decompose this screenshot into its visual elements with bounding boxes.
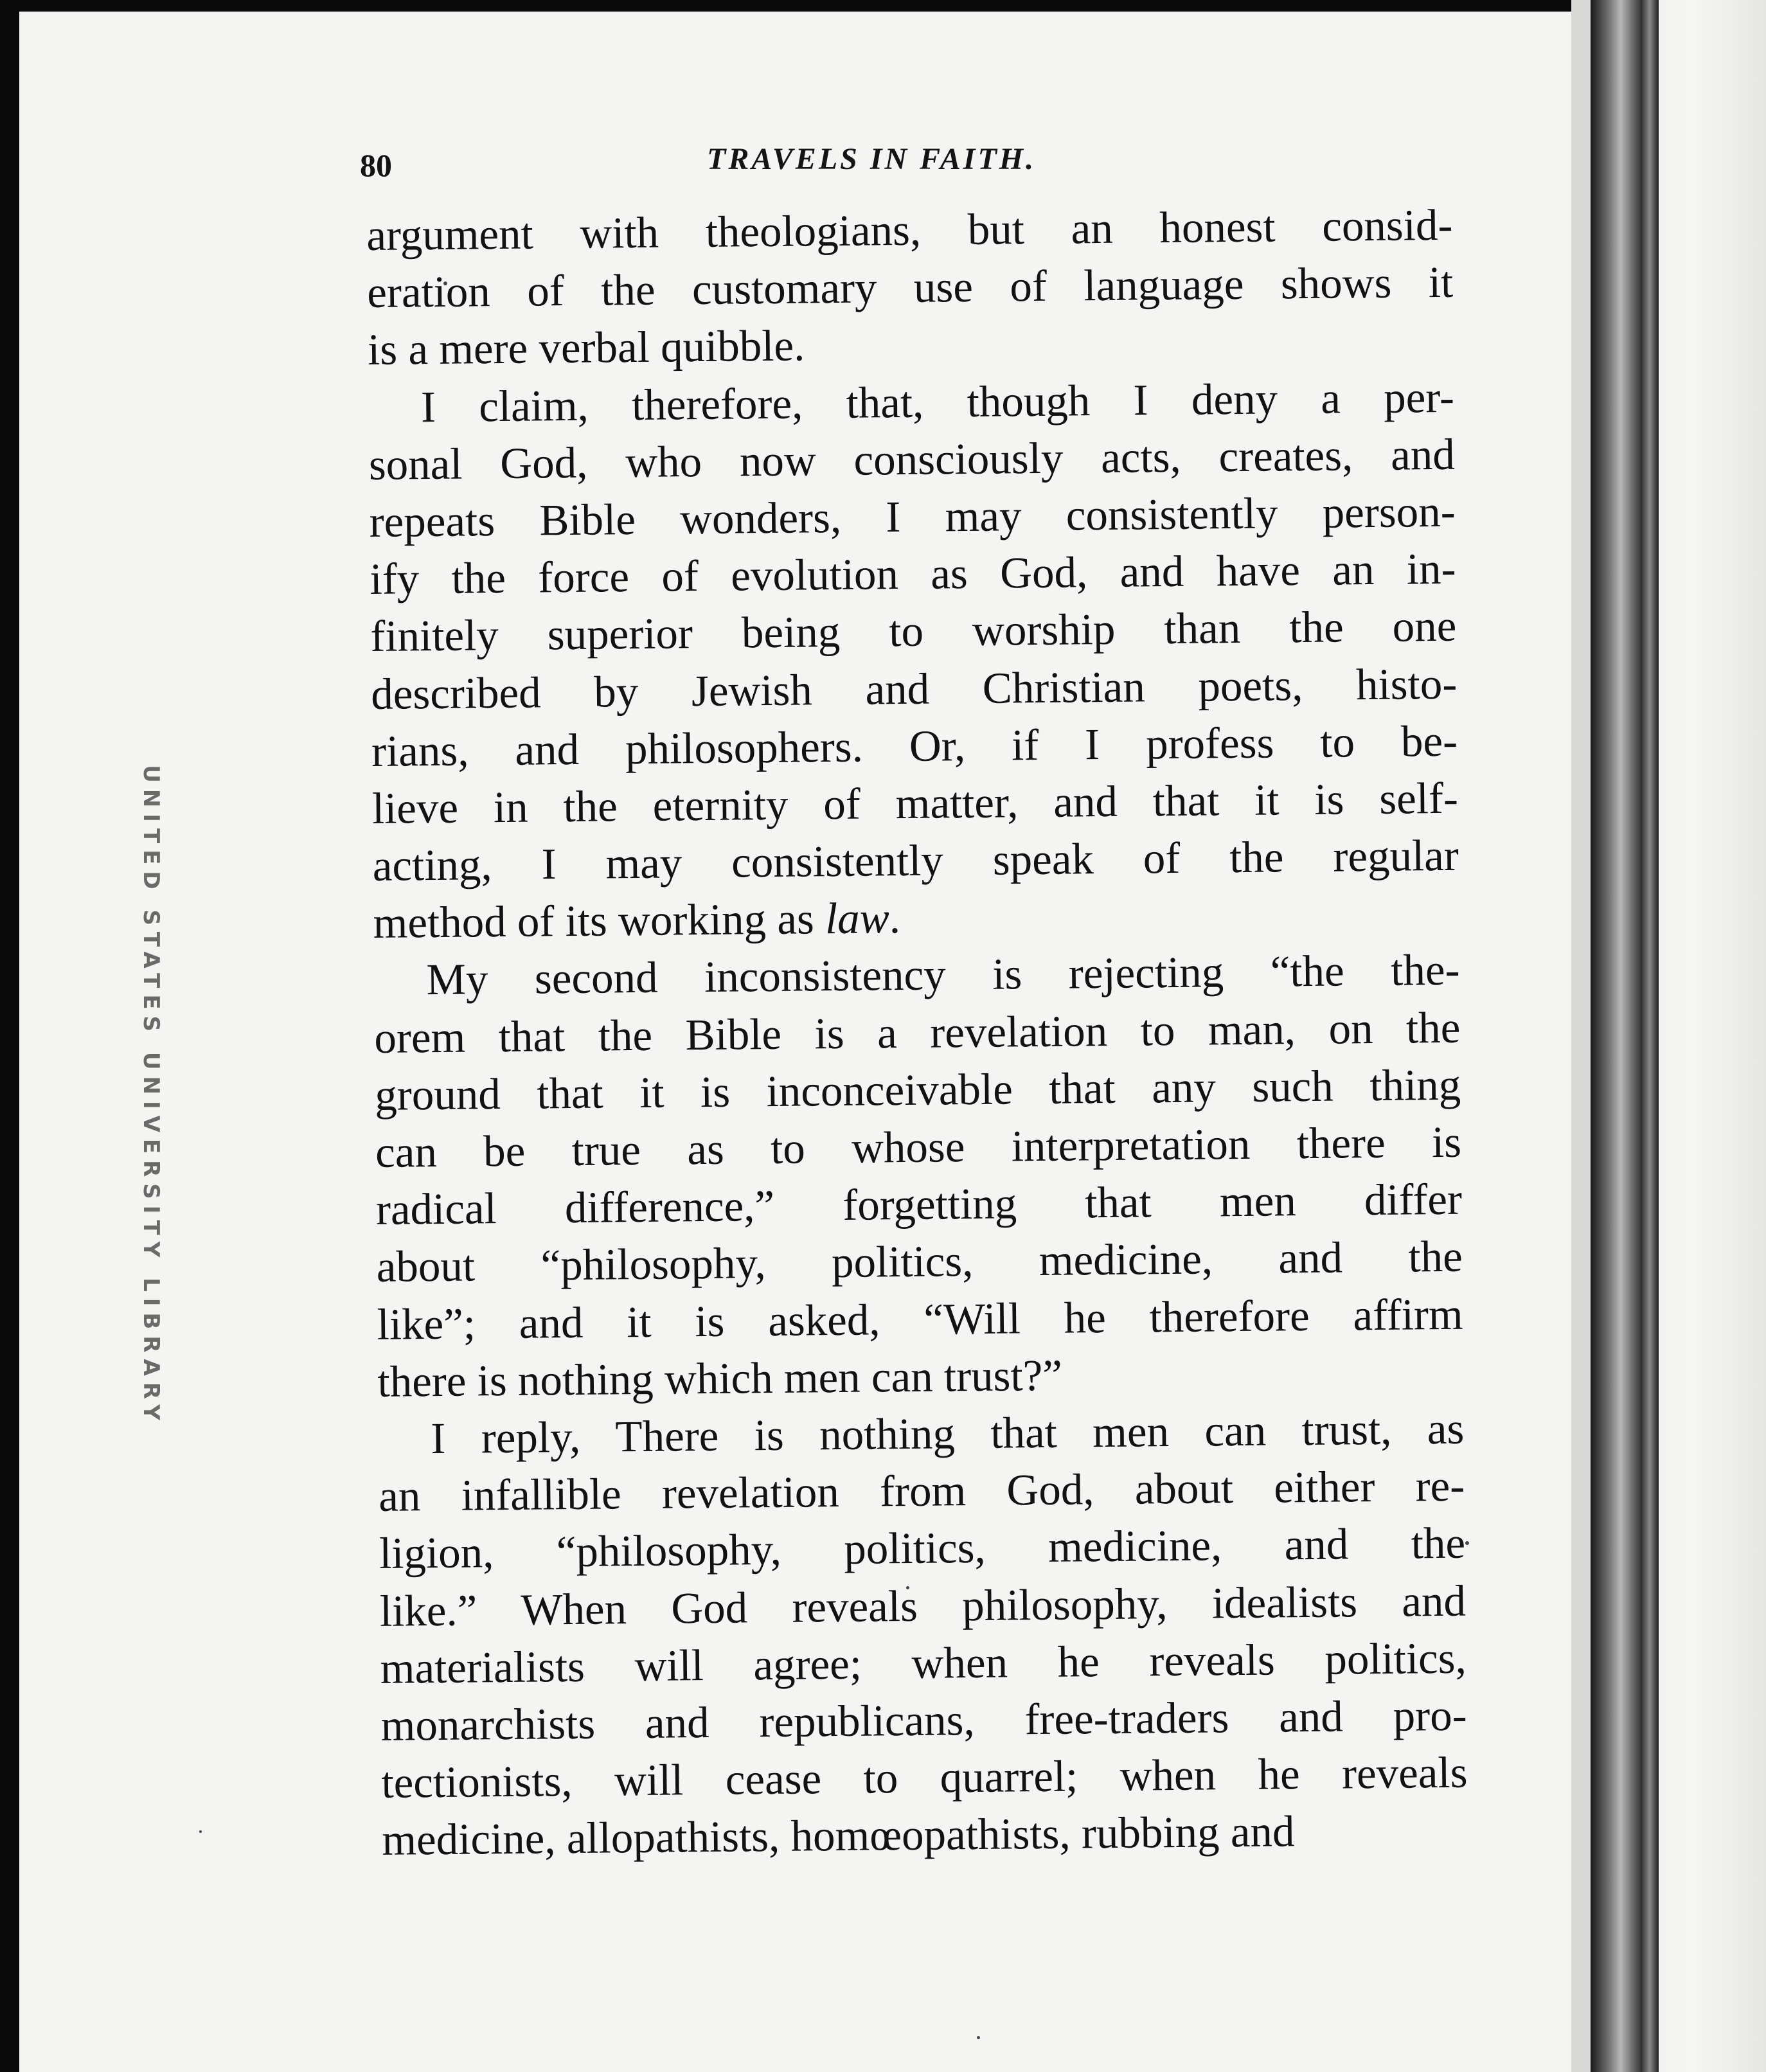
line-text: is a mere verbal quibble. xyxy=(367,321,805,375)
line-text: can be true as to whose interpretation there is xyxy=(375,1117,1462,1177)
text-line xyxy=(373,884,1459,952)
emphasized-word: law xyxy=(825,893,890,943)
line-text: lieve in the eternity of matter, and that it is self- xyxy=(371,773,1459,833)
text-line xyxy=(368,311,1454,379)
text-line xyxy=(376,1228,1463,1296)
line-text: acting, I may consistently speak of the regular xyxy=(372,830,1459,891)
text-line xyxy=(379,1515,1466,1582)
line-text: I claim, therefore, that, though I deny a per- xyxy=(420,372,1455,431)
text-line xyxy=(369,483,1456,551)
line-text: materialists will agree; when he reveals politics, xyxy=(380,1633,1467,1693)
text-line xyxy=(368,368,1455,436)
line-text: repeats Bible wonders, I may consistently person- xyxy=(369,487,1456,546)
text-line xyxy=(382,1801,1468,1869)
line-text: argument with theologians, but an honest consid- xyxy=(366,200,1453,260)
line-text: I reply, There is nothing that men can trust, as xyxy=(431,1404,1465,1463)
gutter-shadow xyxy=(1591,0,1641,2072)
text-line xyxy=(371,712,1458,780)
line-text: method of its working as xyxy=(373,894,826,948)
text-line xyxy=(375,1114,1462,1181)
library-stamp: UNITED STATES UNIVERSITY LIBRARY xyxy=(138,765,165,1427)
adjacent-page-sliver xyxy=(1641,0,1766,2072)
text-line xyxy=(370,540,1456,608)
paper-speck xyxy=(199,1830,202,1833)
line-text: about “philosophy, politics, medicine, and the xyxy=(376,1232,1463,1292)
text-line xyxy=(372,770,1459,837)
text-line xyxy=(378,1400,1465,1468)
line-text: eration of the customary use of language shows it xyxy=(366,257,1454,317)
text-line xyxy=(381,1744,1468,1812)
line-text: rians, and philosophers. Or, if I profess to be- xyxy=(371,716,1458,776)
text-line xyxy=(375,1057,1461,1124)
text-line xyxy=(372,827,1459,895)
text-line xyxy=(368,426,1455,494)
adjacent-page-edge xyxy=(1641,0,1659,2072)
text-line xyxy=(376,1171,1463,1238)
line-text: like.” When God reveals philosophy, idealists and xyxy=(379,1576,1467,1636)
text-line xyxy=(379,1458,1465,1525)
line-text: finitely superior being to worship than the one xyxy=(370,602,1457,661)
body-text xyxy=(366,197,1468,1870)
line-text: ground that it is inconceivable that any such thing xyxy=(374,1060,1461,1120)
running-title: TRAVELS IN FAITH. xyxy=(707,142,1037,176)
line-text: described by Jewish and Christian poets, histo- xyxy=(370,659,1458,719)
line-text: monarchists and republicans, free-traders and pro- xyxy=(380,1690,1467,1750)
line-text: My second inconsistency is rejecting “the the- xyxy=(426,945,1460,1005)
line-text: an infallible revelation from God, about either re- xyxy=(378,1461,1465,1521)
line-text: sonal God, who now consciously acts, creates, and xyxy=(368,429,1456,489)
line-text: tectionists, will cease to quarrel; when he reveals xyxy=(381,1747,1468,1807)
text-line xyxy=(373,942,1460,1009)
text-line xyxy=(371,655,1458,722)
text-line xyxy=(366,197,1453,264)
page-number: 80 xyxy=(360,147,392,183)
text-line xyxy=(380,1629,1467,1697)
line-text: . xyxy=(889,893,901,943)
text-line xyxy=(377,1285,1463,1353)
line-text: orem that the Bible is a revelation to man, on the xyxy=(374,1003,1461,1062)
text-line xyxy=(380,1572,1467,1639)
paper-speck xyxy=(977,2036,980,2039)
running-head xyxy=(360,135,1452,186)
text-line xyxy=(377,1343,1464,1410)
line-text: medicine, allopathists, homœopathists, rubbing and xyxy=(382,1807,1295,1865)
line-text: there is nothing which men can trust?” xyxy=(377,1350,1063,1406)
text-line xyxy=(380,1687,1467,1755)
text-line xyxy=(374,999,1461,1066)
paper-speck xyxy=(1465,1541,1469,1545)
line-text: radical difference,” forgetting that men differ xyxy=(375,1174,1463,1235)
line-text: ify the force of evolution as God, and have an in- xyxy=(370,544,1456,604)
page-fore-edge xyxy=(1571,0,1591,2072)
text-line xyxy=(370,598,1457,665)
line-text: ligion, “philosophy, politics, medicine, and the xyxy=(379,1518,1466,1578)
text-line xyxy=(367,254,1454,321)
line-text: like”; and it is asked, “Will he therefore affirm xyxy=(377,1289,1463,1349)
scan-border-top xyxy=(0,0,122,13)
